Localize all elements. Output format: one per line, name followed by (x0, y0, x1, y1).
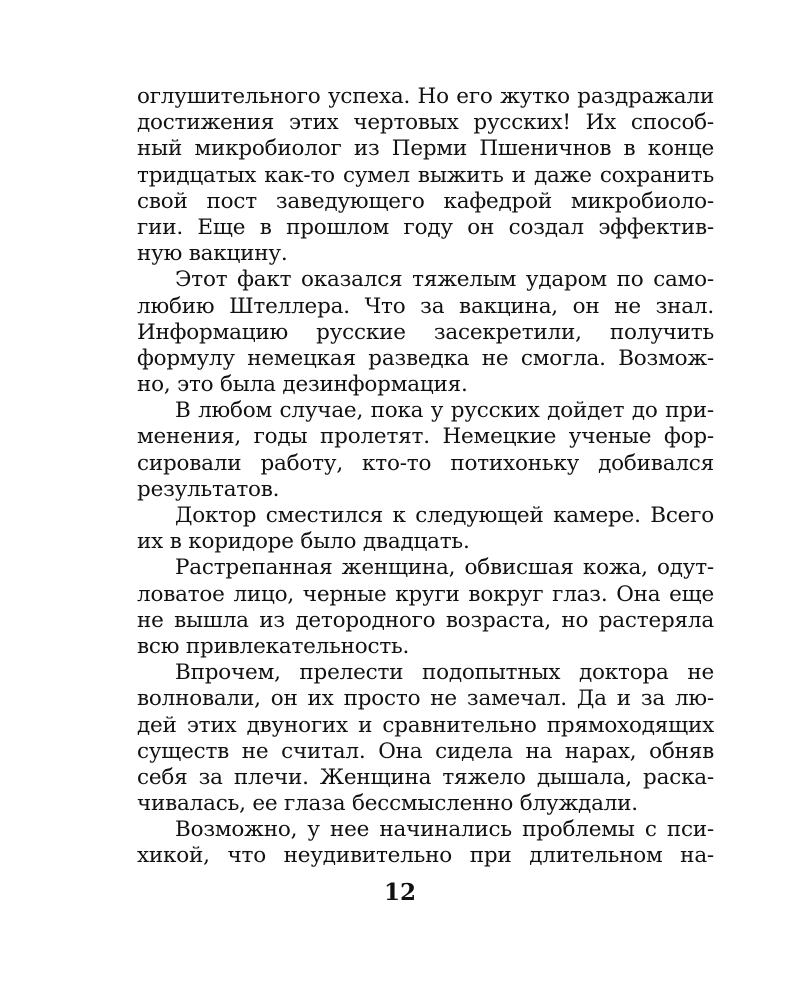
text-line: результатов. (137, 476, 280, 502)
text-line: достижения этих чертовых русских! Их способ- (137, 110, 714, 136)
text-line: существ не считал. Она сидела на нарах, обняв (137, 738, 714, 764)
text-line: Возможно, у нее начинались проблемы с пси- (175, 817, 714, 843)
text-line: В любом случае, пока у русских дойдет до при- (175, 398, 714, 424)
text-line: ную вакцину. (137, 241, 288, 267)
text-line: Доктор сместился к следующей камере. Всего (175, 503, 714, 528)
paragraph (137, 555, 714, 660)
text-line: хикой, что неудивительно при длительном на- (137, 843, 714, 869)
text-line: но, это была дезинформация. (137, 372, 468, 398)
text-line: не вышла из детородного возраста, но растеряла (137, 607, 714, 633)
text-line: волновали, он их просто не замечал. Да и за лю- (137, 686, 714, 712)
text-line: Растрепанная женщина, обвисшая кожа, одут- (175, 555, 714, 581)
text-line: себя за плечи. Женщина тяжело дышала, раска- (137, 764, 714, 790)
text-line: любию Штеллера. Что за вакцина, он не знал. (137, 293, 714, 319)
text-line: ный микробиолог из Перми Пшеничнов в конце (137, 136, 714, 162)
text-line: свой пост заведующего кафедрой микробиоло- (137, 188, 714, 214)
text-line: дей этих двуногих и сравнительно прямоходящих (137, 712, 714, 738)
paragraph (137, 817, 714, 869)
text-line: сировали работу, кто-то потихоньку добивался (137, 450, 714, 476)
text-line: гии. Еще в прошлом году он создал эффектив- (137, 214, 714, 240)
text-line: менения, годы пролетят. Немецкие ученые фор- (137, 424, 714, 450)
text-line: чивалась, ее глаза бессмысленно блуждали. (137, 791, 638, 817)
text-line: Информацию русские засекретили, получить (137, 319, 714, 345)
text-line: ловатое лицо, черные круги вокруг глаз. Она еще (137, 581, 714, 607)
text-line: формулу немецкая разведка не смогла. Возмож- (137, 345, 714, 371)
page-body-text (137, 84, 714, 870)
paragraph (137, 84, 714, 267)
paragraph (137, 398, 714, 503)
text-line: оглушительного успеха. Но его жутко раздражали (137, 84, 714, 109)
text-line: всю привлекательность. (137, 633, 410, 659)
paragraph (137, 267, 714, 398)
text-line: Впрочем, прелести подопытных доктора не (175, 660, 714, 686)
paragraph (137, 660, 714, 817)
text-line: тридцатых как-то сумел выжить и даже сохранить (137, 162, 714, 188)
page-number: 12 (383, 879, 416, 906)
text-line: их в коридоре было двадцать. (137, 529, 470, 555)
paragraph (137, 503, 714, 555)
text-line: Этот факт оказался тяжелым ударом по само- (175, 267, 714, 293)
